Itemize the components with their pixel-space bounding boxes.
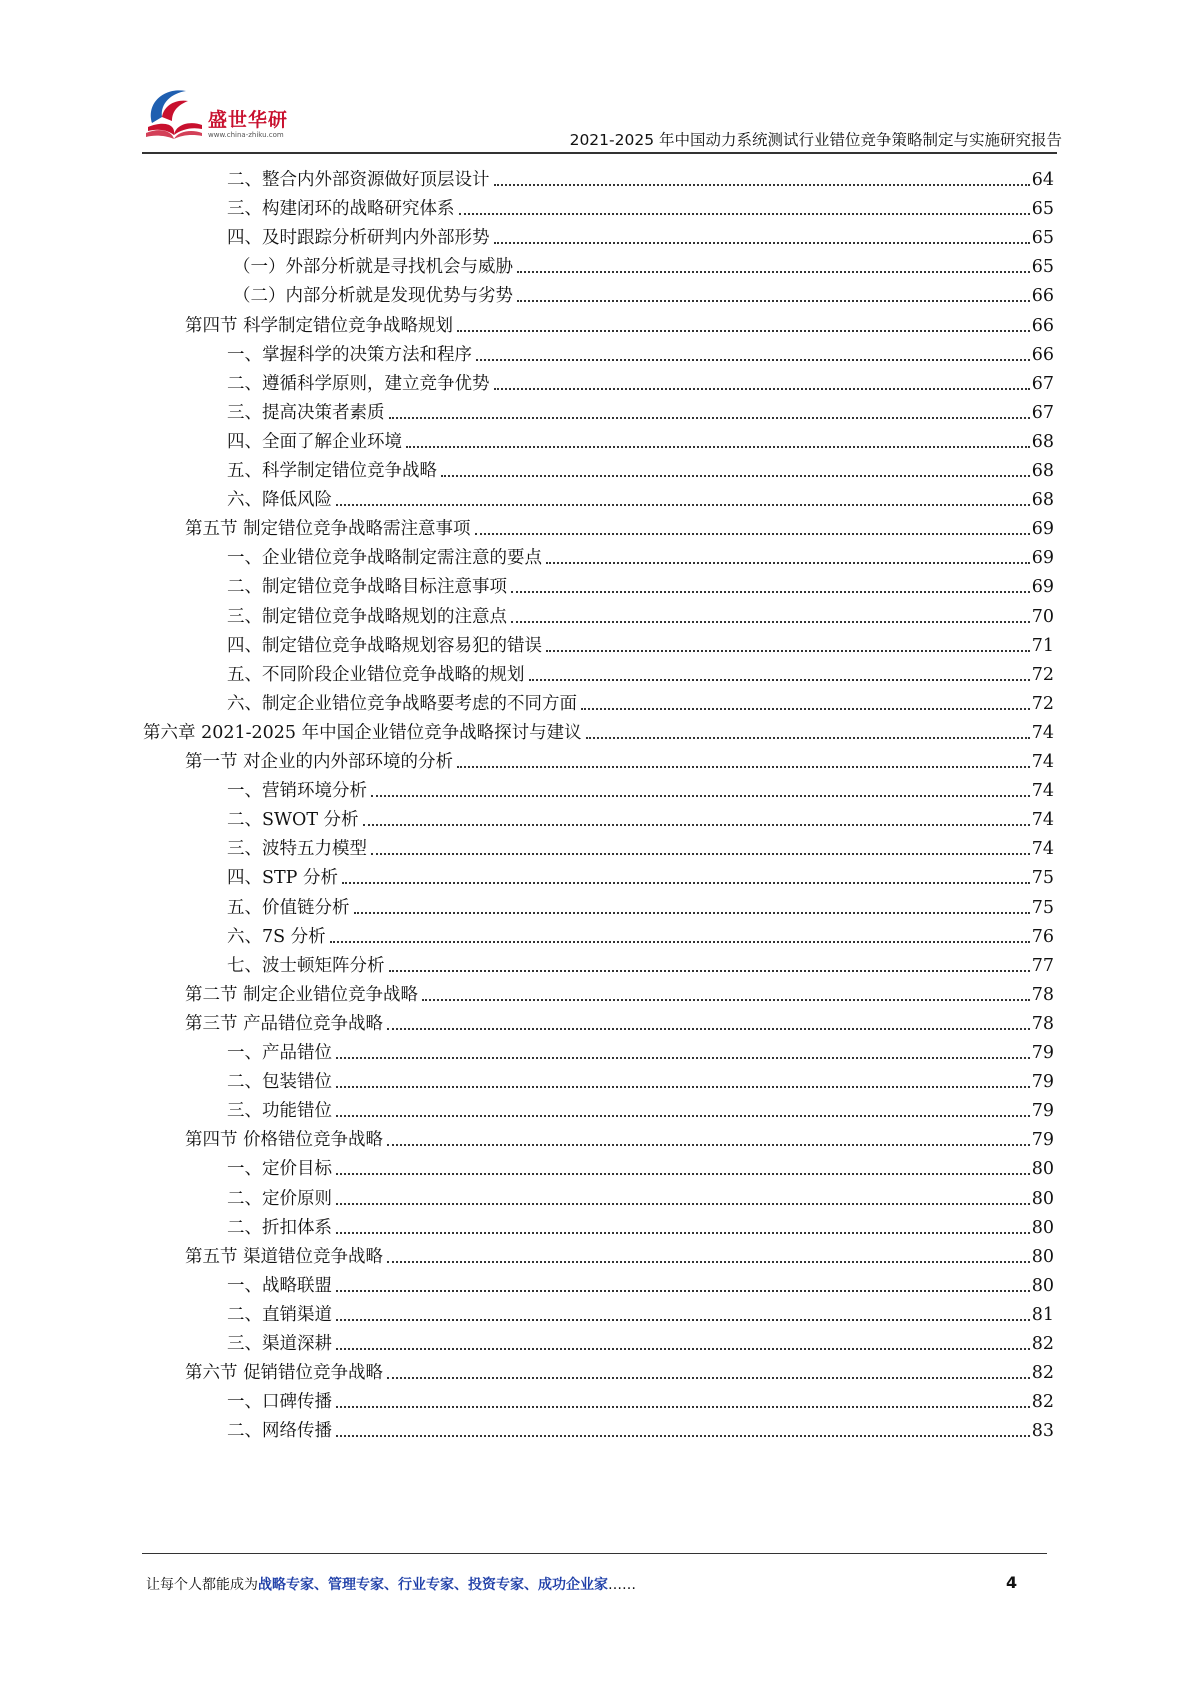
toc-entry[interactable] bbox=[227, 422, 1054, 453]
toc-entry-page: 67 bbox=[1031, 373, 1054, 394]
toc-leader-dots bbox=[363, 823, 1030, 826]
header-divider bbox=[142, 152, 1057, 154]
toc-entry[interactable] bbox=[143, 713, 1054, 744]
toc-leader-dots bbox=[546, 649, 1030, 652]
toc-entry-label: 六、制定企业错位竞争战略要考虑的不同方面 bbox=[227, 693, 577, 714]
toc-entry-page: 74 bbox=[1031, 810, 1054, 831]
toc-entry[interactable] bbox=[227, 946, 1054, 977]
toc-entry-label: 第四节 科学制定错位竞争战略规划 bbox=[185, 315, 454, 336]
toc-entry[interactable] bbox=[227, 1382, 1054, 1413]
toc-entry-label: 四、全面了解企业环境 bbox=[227, 431, 402, 452]
toc-leader-dots bbox=[387, 1376, 1030, 1379]
toc-entry-label: 四、制定错位竞争战略规划容易犯的错误 bbox=[227, 635, 542, 656]
toc-entry-label: 二、SWOT 分析 bbox=[227, 810, 359, 831]
toc-entry-page: 79 bbox=[1031, 1072, 1054, 1093]
toc-entry[interactable] bbox=[227, 800, 1054, 831]
toc-leader-dots bbox=[330, 940, 1030, 943]
toc-entry-page: 64 bbox=[1031, 170, 1054, 190]
toc-entry-page: 72 bbox=[1031, 693, 1054, 714]
toc-entry-label: 第五节 渠道错位竞争战略 bbox=[185, 1246, 384, 1267]
toc-entry[interactable] bbox=[227, 888, 1054, 919]
toc-entry-page: 65 bbox=[1031, 257, 1054, 278]
toc-leader-dots bbox=[457, 329, 1030, 332]
toc-entry-label: 二、整合内外部资源做好顶层设计 bbox=[227, 170, 490, 190]
toc-entry[interactable] bbox=[227, 1033, 1054, 1064]
toc-entry[interactable] bbox=[227, 1091, 1054, 1122]
toc-leader-dots bbox=[336, 1289, 1030, 1292]
toc-leader-dots bbox=[511, 620, 1030, 623]
toc-entry-label: 六、7S 分析 bbox=[227, 926, 326, 947]
toc-entry-label: 二、直销渠道 bbox=[227, 1304, 332, 1325]
toc-entry[interactable] bbox=[227, 1149, 1054, 1180]
company-logo bbox=[142, 83, 317, 148]
toc-leader-dots bbox=[441, 474, 1030, 477]
toc-entry[interactable] bbox=[227, 393, 1054, 424]
toc-entry[interactable] bbox=[227, 626, 1054, 657]
toc-leader-dots bbox=[475, 532, 1030, 535]
toc-entry[interactable] bbox=[233, 276, 1054, 307]
toc-entry-page: 78 bbox=[1031, 1013, 1054, 1034]
toc-entry-label: 三、制定错位竞争战略规划的注意点 bbox=[227, 606, 507, 627]
toc-entry[interactable] bbox=[227, 1179, 1054, 1210]
toc-entry[interactable] bbox=[227, 567, 1054, 598]
toc-entry-label: 一、营销环境分析 bbox=[227, 781, 367, 802]
toc-leader-dots bbox=[511, 590, 1030, 593]
toc-entry-label: 三、构建闭环的战略研究体系 bbox=[227, 199, 455, 220]
toc-leader-dots bbox=[389, 416, 1030, 419]
toc-entry-page: 74 bbox=[1031, 722, 1054, 743]
toc-entry-page: 80 bbox=[1031, 1275, 1054, 1296]
toc-leader-dots bbox=[387, 1260, 1030, 1263]
toc-leader-dots bbox=[371, 852, 1030, 855]
toc-entry-label: 六、降低风险 bbox=[227, 490, 332, 511]
toc-leader-dots bbox=[336, 503, 1030, 506]
toc-leader-dots bbox=[336, 1085, 1030, 1088]
toc-entry-page: 80 bbox=[1031, 1217, 1054, 1238]
toc-entry[interactable] bbox=[227, 538, 1054, 569]
report-title: 2021-2025 年中国动力系统测试行业错位竞争策略制定与实施研究报告 bbox=[569, 131, 1062, 149]
toc-leader-dots bbox=[336, 1318, 1030, 1321]
toc-entry[interactable] bbox=[227, 1295, 1054, 1326]
toc-entry-page: 74 bbox=[1031, 781, 1054, 802]
toc-entry-label: 五、科学制定错位竞争战略 bbox=[227, 461, 437, 481]
toc-entry[interactable] bbox=[227, 829, 1054, 860]
toc-leader-dots bbox=[336, 1056, 1030, 1059]
toc-entry-label: 一、掌握科学的决策方法和程序 bbox=[227, 344, 472, 365]
footer-divider bbox=[142, 1553, 1047, 1554]
toc-entry[interactable] bbox=[227, 160, 1054, 191]
toc-entry-page: 80 bbox=[1031, 1246, 1054, 1267]
toc-leader-dots bbox=[476, 358, 1030, 361]
toc-entry[interactable] bbox=[227, 335, 1054, 366]
toc-entry-label: 三、渠道深耕 bbox=[227, 1334, 332, 1354]
toc-entry-label: 四、及时跟踪分析研判内外部形势 bbox=[227, 228, 490, 249]
toc-leader-dots bbox=[336, 1405, 1030, 1408]
toc-entry-label: 三、功能错位 bbox=[227, 1101, 332, 1122]
toc-entry-label: 五、不同阶段企业错位竞争战略的规划 bbox=[227, 664, 525, 685]
toc-entry[interactable] bbox=[227, 771, 1054, 802]
toc-entry[interactable] bbox=[185, 1004, 1054, 1035]
toc-leader-dots bbox=[342, 881, 1030, 884]
toc-leader-dots bbox=[494, 241, 1030, 244]
toc-entry-page: 67 bbox=[1031, 402, 1054, 423]
toc-entry-label: 一、定价目标 bbox=[227, 1159, 332, 1180]
toc-leader-dots bbox=[546, 561, 1030, 564]
toc-entry-page: 75 bbox=[1031, 868, 1054, 889]
toc-entry-label: 二、制定错位竞争战略目标注意事项 bbox=[227, 577, 507, 598]
toc-entry-label: 一、产品错位 bbox=[227, 1043, 332, 1063]
toc-entry-page: 69 bbox=[1031, 519, 1054, 540]
toc-entry-label: 二、遵循科学原则，建立竞争优势 bbox=[227, 373, 490, 394]
toc-leader-dots bbox=[387, 1143, 1030, 1146]
toc-entry-label: 一、企业错位竞争战略制定需注意的要点 bbox=[227, 548, 542, 569]
toc-leader-dots bbox=[422, 998, 1030, 1001]
toc-entry[interactable] bbox=[185, 975, 1054, 1006]
toc-leader-dots bbox=[336, 1347, 1030, 1350]
toc-entry-label: 二、包装错位 bbox=[227, 1072, 332, 1093]
logo-text: 盛世华研 bbox=[208, 109, 289, 131]
toc-entry-page: 79 bbox=[1031, 1130, 1054, 1151]
toc-entry-page: 68 bbox=[1031, 431, 1054, 452]
toc-leader-dots bbox=[459, 212, 1030, 215]
slogan-suffix: …… bbox=[608, 1577, 636, 1593]
toc-entry[interactable] bbox=[227, 451, 1054, 482]
toc-entry-page: 79 bbox=[1031, 1101, 1054, 1122]
toc-entry-label: 二、定价原则 bbox=[227, 1188, 332, 1209]
toc-entry-label: （二）内部分析就是发现优势与劣势 bbox=[233, 286, 513, 307]
toc-entry-page: 82 bbox=[1031, 1392, 1054, 1413]
toc-leader-dots bbox=[371, 794, 1030, 797]
toc-entry[interactable] bbox=[227, 364, 1054, 395]
toc-entry-page: 76 bbox=[1031, 926, 1054, 947]
toc-entry-label: 五、价值链分析 bbox=[227, 897, 350, 918]
toc-leader-dots bbox=[336, 1202, 1030, 1205]
toc-leader-dots bbox=[529, 678, 1030, 681]
toc-entry-page: 68 bbox=[1031, 461, 1054, 481]
toc-entry-label: （一）外部分析就是寻找机会与威胁 bbox=[233, 257, 513, 278]
toc-entry[interactable] bbox=[227, 655, 1054, 686]
toc-entry[interactable] bbox=[227, 189, 1054, 220]
toc-entry-page: 66 bbox=[1031, 344, 1054, 365]
toc-entry-label: 第五节 制定错位竞争战略需注意事项 bbox=[185, 519, 471, 540]
toc-leader-dots bbox=[336, 1114, 1030, 1117]
toc-leader-dots bbox=[336, 1434, 1030, 1437]
toc-entry-page: 65 bbox=[1031, 199, 1054, 220]
toc-entry-page: 69 bbox=[1031, 577, 1054, 598]
toc-entry-page: 66 bbox=[1031, 286, 1054, 307]
toc-entry[interactable] bbox=[227, 917, 1054, 948]
toc-entry-page: 80 bbox=[1031, 1188, 1054, 1209]
toc-entry[interactable] bbox=[185, 1353, 1054, 1384]
toc-entry-label: 第四节 价格错位竞争战略 bbox=[185, 1130, 384, 1151]
slogan-highlight: 战略专家、管理专家、行业专家、投资专家、成功企业家 bbox=[258, 1577, 608, 1593]
toc-entry-page: 72 bbox=[1031, 664, 1054, 685]
toc-entry[interactable] bbox=[227, 1324, 1054, 1355]
toc-entry-label: 第二节 制定企业错位竞争战略 bbox=[185, 984, 419, 1005]
toc-entry-label: 第六章 2021-2025 年中国企业错位竞争战略探讨与建议 bbox=[143, 722, 582, 743]
logo-url: www.china-zhiku.com bbox=[208, 131, 284, 139]
toc-entry[interactable] bbox=[227, 1062, 1054, 1093]
toc-entry-page: 65 bbox=[1031, 228, 1054, 249]
toc-leader-dots bbox=[354, 911, 1030, 914]
toc-entry-page: 70 bbox=[1031, 606, 1054, 627]
toc-entry-page: 82 bbox=[1031, 1334, 1054, 1354]
toc-entry-page: 78 bbox=[1031, 984, 1054, 1005]
toc-entry[interactable] bbox=[185, 509, 1054, 540]
toc-leader-dots bbox=[494, 387, 1030, 390]
toc-entry[interactable] bbox=[227, 1266, 1054, 1297]
toc-entry-page: 68 bbox=[1031, 490, 1054, 511]
toc-entry-label: 第一节 对企业的内外部环境的分析 bbox=[185, 752, 454, 772]
toc-entry[interactable] bbox=[227, 597, 1054, 628]
toc-entry-page: 77 bbox=[1031, 955, 1054, 976]
toc-entry-label: 三、提高决策者素质 bbox=[227, 402, 385, 423]
toc-entry[interactable] bbox=[185, 1237, 1054, 1268]
toc-entry[interactable] bbox=[227, 480, 1054, 511]
toc-leader-dots bbox=[517, 270, 1030, 273]
toc-leader-dots bbox=[389, 969, 1030, 972]
toc-entry-page: 79 bbox=[1031, 1043, 1054, 1063]
toc-entry[interactable] bbox=[185, 1120, 1054, 1151]
toc-leader-dots bbox=[517, 299, 1030, 302]
toc-entry-page: 75 bbox=[1031, 897, 1054, 918]
toc-entry[interactable] bbox=[227, 858, 1054, 889]
toc-entry-label: 一、口碑传播 bbox=[227, 1392, 332, 1413]
toc-entry-page: 74 bbox=[1031, 752, 1054, 772]
toc-entry-page: 66 bbox=[1031, 315, 1054, 336]
toc-entry-page: 80 bbox=[1031, 1159, 1054, 1180]
toc-entry-label: 一、战略联盟 bbox=[227, 1275, 332, 1296]
toc-entry-page: 81 bbox=[1031, 1304, 1054, 1325]
toc-entry-label: 二、网络传播 bbox=[227, 1421, 332, 1442]
toc-entry-page: 69 bbox=[1031, 548, 1054, 569]
toc-leader-dots bbox=[336, 1231, 1030, 1234]
toc-entry[interactable] bbox=[227, 218, 1054, 249]
toc-leader-dots bbox=[494, 183, 1030, 186]
footer-slogan bbox=[146, 1574, 636, 1594]
toc-leader-dots bbox=[457, 765, 1030, 768]
toc-entry[interactable] bbox=[233, 247, 1054, 278]
slogan-prefix: 让每个人都能成为 bbox=[146, 1577, 258, 1593]
toc-leader-dots bbox=[387, 1027, 1030, 1030]
toc-entry-label: 四、STP 分析 bbox=[227, 868, 338, 889]
toc-leader-dots bbox=[336, 1172, 1030, 1175]
toc-leader-dots bbox=[581, 707, 1030, 710]
toc-entry-label: 三、波特五力模型 bbox=[227, 839, 367, 860]
toc-entry-label: 第三节 产品错位竞争战略 bbox=[185, 1013, 384, 1034]
toc-entry-page: 71 bbox=[1031, 635, 1054, 656]
toc-entry[interactable] bbox=[185, 742, 1054, 773]
toc-leader-dots bbox=[406, 445, 1030, 448]
toc-entry-label: 七、波士顿矩阵分析 bbox=[227, 955, 385, 976]
toc-entry-page: 83 bbox=[1031, 1421, 1054, 1442]
logo-emblem-icon bbox=[142, 83, 206, 145]
toc-leader-dots bbox=[586, 736, 1030, 739]
toc-entry-page: 82 bbox=[1031, 1363, 1054, 1384]
toc-entry[interactable] bbox=[227, 1411, 1054, 1442]
toc-entry[interactable] bbox=[227, 1208, 1054, 1239]
toc-entry-label: 第六节 促销错位竞争战略 bbox=[185, 1363, 384, 1384]
toc-entry[interactable] bbox=[185, 306, 1054, 337]
toc-entry-label: 二、折扣体系 bbox=[227, 1217, 332, 1238]
page-number: 4 bbox=[1006, 1573, 1018, 1592]
toc-entry-page: 74 bbox=[1031, 839, 1054, 860]
toc-entry[interactable] bbox=[227, 684, 1054, 715]
page-header bbox=[0, 0, 1191, 160]
